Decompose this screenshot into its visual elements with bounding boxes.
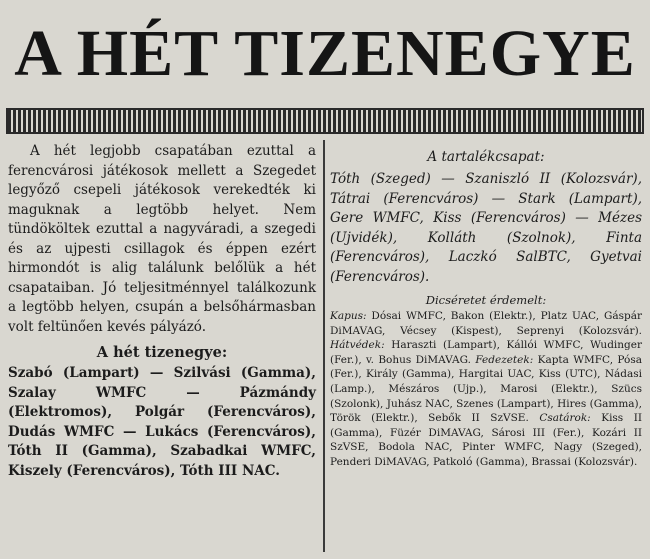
headline: A HÉT TIZENEGYE	[14, 17, 636, 90]
praise-list	[330, 309, 642, 470]
praise-names-goalkeepers: Dósai WMFC, Bakon (Elektr.), Platz UAC, Gáspár DiMAVAG, Vécsey (Kispest), Seprenyi (Kolozsvár).	[330, 310, 642, 337]
column-divider	[323, 140, 325, 552]
praise-heading: Dicséretet érdemelt:	[425, 293, 547, 307]
praise-names-halfbacks: Kapta WMFC, Pósa (Fer.), Király (Gamma), Hargitai UAC, Kiss (UTC), Nádasi (Lamp.), Mészáros (Ujp.), Marosi (Elektr.), Szücs (Szolonk), Juhász NAC, Szenes (Lampart), Hires (Gamma), Török (Elektr.), Sebők II SzVSE.	[330, 353, 642, 425]
praise-names-backs: Haraszti (Lampart), Kállói WMFC, Wudinger (Fer.), v. Bohus DiMAVAG.	[330, 339, 642, 366]
praise-names-forwards: Kiss II (Gamma), Füzér DiMAVAG, Sárosi III (Fer.), Kozári II SzVSE, Bodola NAC, Pinter WMFC, Nagy (Szeged), Penderi DiMAVAG, Patkoló (Gamma), Brassai (Kolozsvár).	[330, 412, 642, 468]
team-heading: A hét tizenegye:	[96, 344, 228, 361]
decorative-rule	[6, 108, 644, 134]
praise-label-backs: Hátvédek:	[330, 339, 385, 352]
praise-label-goalkeepers: Kapus:	[330, 310, 367, 322]
praise-label-forwards: Csatárok:	[539, 412, 591, 425]
intro-paragraph: A hét legjobb csapatában ezuttal a ferencvárosi játékosok mellett a Szegedet legyőző csepeli játékosok verekedték ki maguknak a legtöbb helyet. Nem tündököltek ezuttal a nagyváradi, a szegedi és az ujpesti csillagok és éppen ezért hirmondót is alig találunk belőlük a hét csapataiban. Jó teljesitménnyel találkozunk a legtöbb helyen, csupán a belsőhármasban volt feltünően kevés pályázó.	[8, 143, 316, 335]
praise-label-halfbacks: Fedezetek:	[475, 353, 534, 366]
reserve-lineup: Tóth (Szeged) — Szaniszló II (Kolozsvár), Tátrai (Ferencváros) — Stark (Lampart), Gere WMFC, Kiss (Ferencváros) — Mézes (Ujvidék), Kolláth (Szolnok), Finta (Ferencváros), Laczkó SalBTC, Gyetvai (Ferencváros).	[330, 171, 642, 285]
reserve-heading: A tartalékcsapat:	[427, 149, 545, 165]
right-column	[330, 142, 642, 470]
left-column	[8, 142, 316, 481]
team-lineup: Szabó (Lampart) — Szilvási (Gamma), Szalay WMFC — Pázmándy (Elektromos), Polgár (Ferencváros), Dudás WMFC — Lukács (Ferencváros), Tóth II (Gamma), Szabadkai WMFC, Kiszely (Ferencváros), Tóth III NAC.	[8, 365, 316, 479]
